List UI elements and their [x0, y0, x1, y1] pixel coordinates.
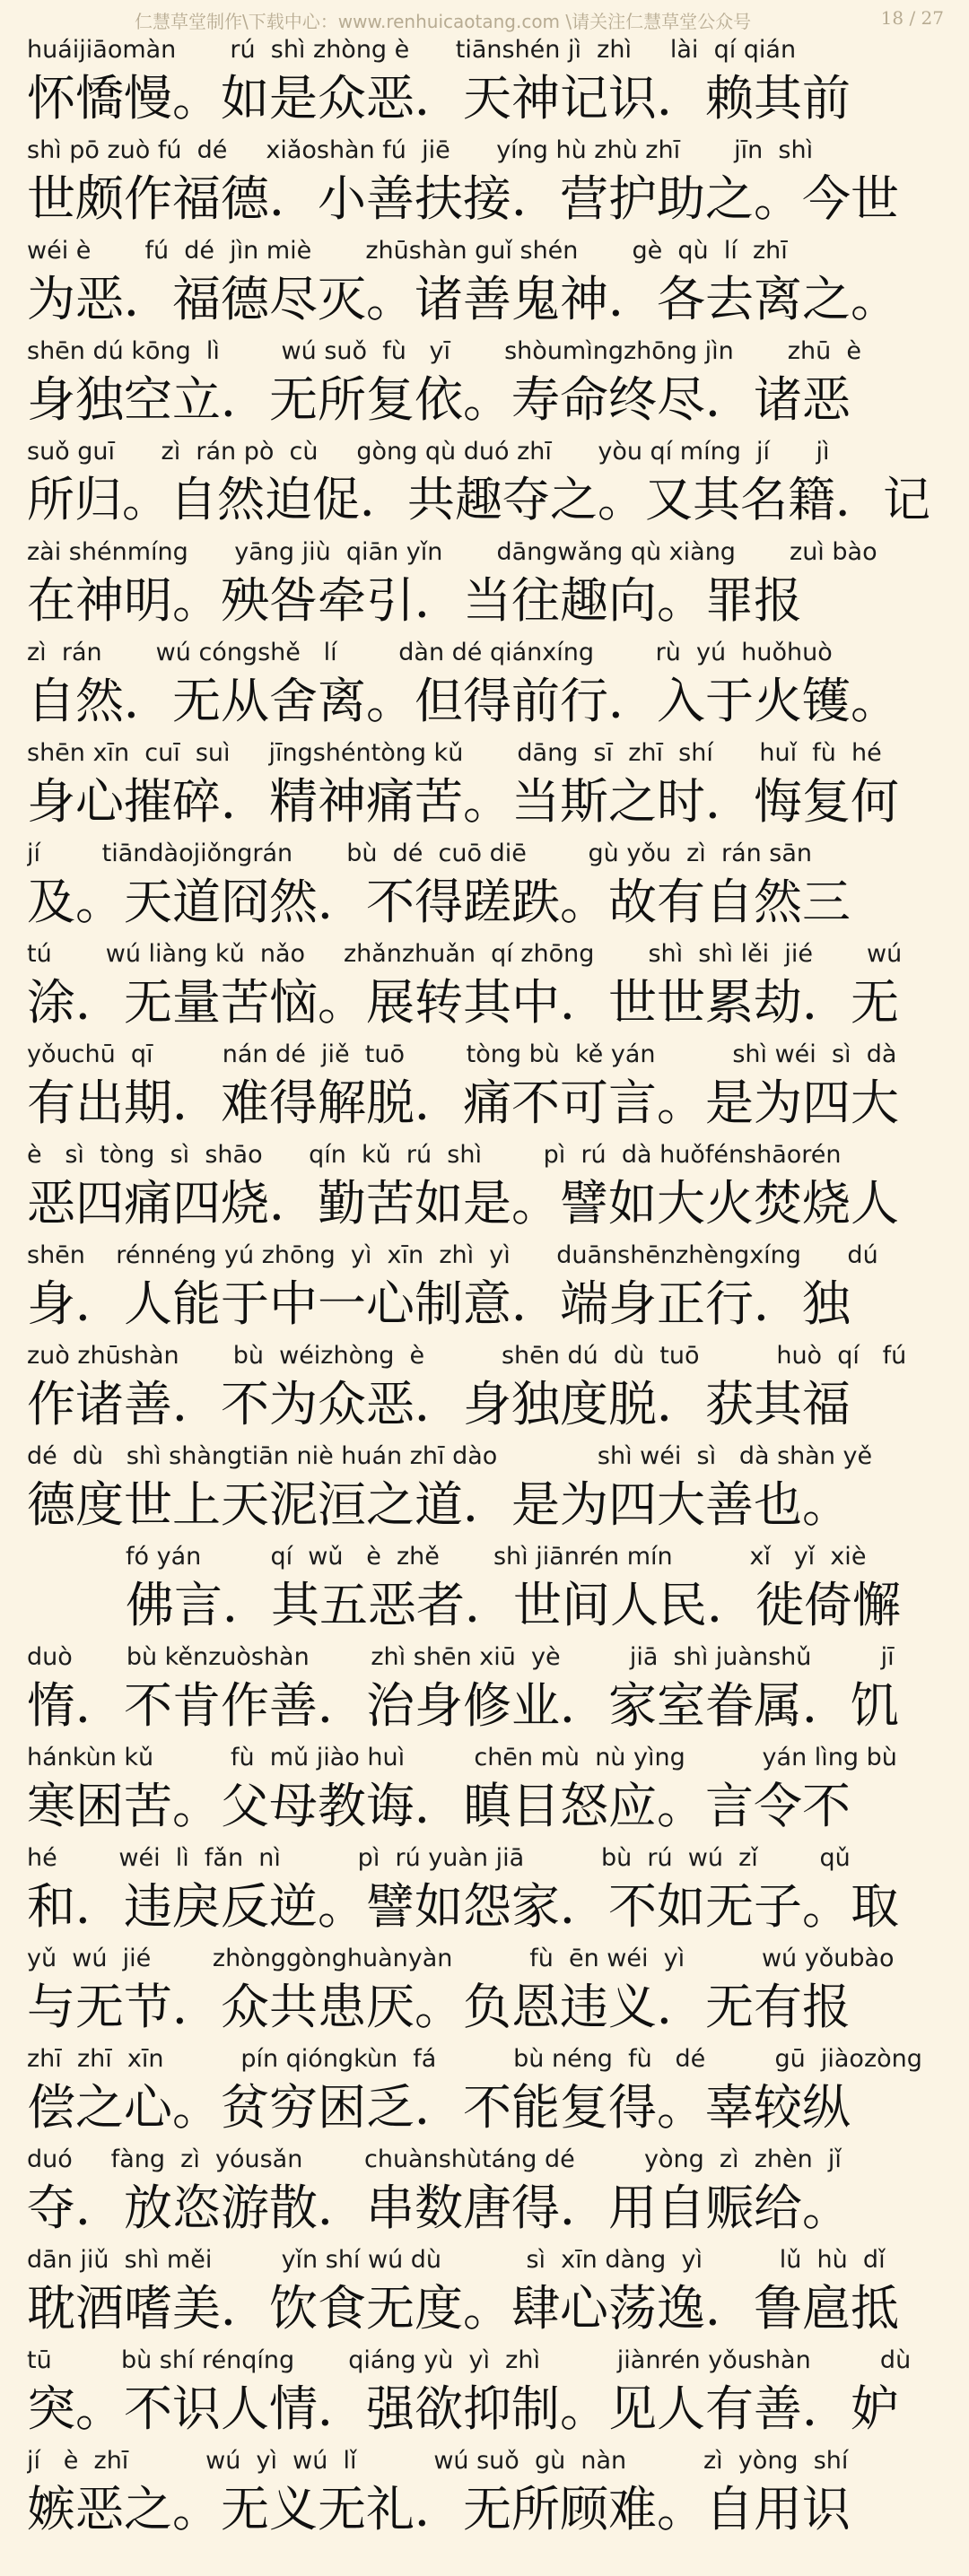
hanzi-text: 作诸善．不为众恶．身独度脱．获其福: [27, 1376, 851, 1432]
text-line: [27, 1241, 946, 1342]
text-line: [27, 1844, 946, 1945]
pinyin-annotation: shì pō zuò fú dé xiǎoshàn fú jiē yíng hù zhù zhī jīn shì: [27, 136, 814, 164]
text-line: [27, 237, 946, 337]
hanzi-text: 身．人能于中一心制意．端身正行．独: [27, 1275, 851, 1332]
pinyin-annotation: yǒuchū qī nán dé jiě tuō tòng bù kě yán shì wéi sì dà: [27, 1040, 897, 1068]
text-line: [27, 1442, 946, 1543]
pinyin-annotation: zài shénmíng yāng jiù qiān yǐn dāngwǎng qù xiàng zuì bào: [27, 538, 877, 566]
pinyin-annotation: hánkùn kǔ fù mǔ jiào huì chēn mù nù yìng yán lìng bù: [27, 1744, 897, 1771]
hanzi-text: 与无节．众共患厌。负恩违义．无有报: [27, 1979, 851, 2035]
text-line: [27, 1141, 946, 1241]
pinyin-annotation: wéi è fú dé jìn miè zhūshàn guǐ shén gè qù lí zhī: [27, 237, 788, 265]
pinyin-annotation: suǒ guī zì rán pò cù gòng qù duó zhī yòu qí míng jí jì: [27, 438, 830, 466]
text-line: [27, 438, 946, 538]
pinyin-annotation: zhī zhī xīn pín qióngkùn fá bù néng fù dé gū jiàozòng: [27, 2045, 922, 2073]
pinyin-annotation: shēn dú kōng lì wú suǒ fù yī shòumìngzhōng jìn zhū è: [27, 337, 861, 365]
text-line: [27, 2346, 946, 2447]
pinyin-annotation: dé dù shì shàngtiān niè huán zhī dào shì wéi sì dà shàn yě: [27, 1442, 873, 1470]
hanzi-text: 恶四痛四烧．勤苦如是。譬如大火焚烧人: [27, 1175, 899, 1231]
pinyin-annotation: tū bù shí rénqíng qiáng yù yì zhì jiànrén yǒushàn dù: [27, 2346, 912, 2374]
hanzi-text: 涂．无量苦恼。展转其中．世世累劫．无: [27, 974, 899, 1031]
text-line: [27, 1643, 946, 1744]
pinyin-annotation: yǔ wú jié zhònggònghuànyàn fù ēn wéi yì wú yǒubào: [27, 1945, 895, 1972]
pinyin-annotation: shēn rénnéng yú zhōng yì xīn zhì yì duānshēnzhèngxíng dú: [27, 1241, 878, 1269]
text-line: [27, 136, 946, 237]
hanzi-text: 有出期．难得解脱．痛不可言。是为四大: [27, 1075, 899, 1131]
pinyin-annotation: hé wéi lì fǎn nì pì rú yuàn jiā bù rú wú zǐ qǔ: [27, 1844, 851, 1872]
hanzi-text: 和．违戾反逆。譬如怨家．不如无子。取: [27, 1878, 899, 1935]
text-line: [27, 337, 946, 438]
hanzi-text: 寒困苦。父母教诲．瞋目怒应。言令不: [27, 1778, 851, 1834]
hanzi-text: 佛言．其五恶者．世间人民．徙倚懈: [126, 1577, 901, 1633]
text-line: [27, 739, 946, 840]
pinyin-annotation: fó yán qí wǔ è zhě shì jiānrén mín xǐ yǐ xiè: [126, 1543, 867, 1571]
text-line: [27, 1945, 946, 2045]
text-line: [27, 1040, 946, 1141]
hanzi-text: 突。不识人情．强欲抑制。见人有善．妒: [27, 2380, 899, 2437]
pinyin-annotation: dān jiǔ shì měi yǐn shí wú dù sì xīn dàng yì lǔ hù dǐ: [27, 2246, 886, 2274]
text-line: [27, 940, 946, 1040]
pinyin-annotation: duó fàng zì yóusǎn chuànshùtáng dé yòng zì zhèn jǐ: [27, 2145, 842, 2173]
hanzi-text: 及。天道冏然．不得蹉跌。故有自然三: [27, 874, 851, 930]
text-line: [27, 1543, 946, 1643]
text-line: [27, 36, 946, 136]
hanzi-text: 身心摧碎．精神痛苦。当斯之时．悔复何: [27, 773, 899, 830]
hanzi-text: 惰．不肯作善．治身修业．家室眷属．饥: [27, 1677, 899, 1734]
text-line: [27, 2145, 946, 2246]
header-source-text: 仁慧草堂制作\下载中心：www.renhuicaotang.com \请关注仁慧草堂公众号: [135, 11, 752, 32]
text-line: [27, 1744, 946, 1844]
pinyin-annotation: shēn xīn cuī suì jīngshéntòng kǔ dāng sī zhī shí huǐ fù hé: [27, 739, 882, 767]
pinyin-annotation: jí è zhī wú yì wú lǐ wú suǒ gù nàn zì yòng shí: [27, 2447, 849, 2475]
hanzi-text: 身独空立．无所复依。寿命终尽．诸恶: [27, 371, 851, 428]
hanzi-text: 所归。自然迫促．共趣夺之。又其名籍．记: [27, 473, 930, 527]
pinyin-annotation: è sì tòng sì shāo qín kǔ rú shì pì rú dà huǒfénshāorén: [27, 1141, 842, 1169]
hanzi-text: 嫉恶之。无义无礼．无所顾难。自用识: [27, 2481, 851, 2537]
page-number: 18 / 27: [880, 7, 944, 29]
text-line: [27, 2246, 946, 2346]
pinyin-annotation: zuò zhūshàn bù wéizhòng è shēn dú dù tuō huò qí fú: [27, 1342, 907, 1370]
text-line: [27, 639, 946, 739]
text-line: [27, 1342, 946, 1442]
hanzi-text: 偿之心。贫穷困乏．不能复得。辜较纵: [27, 2079, 851, 2136]
hanzi-text: 世颇作福德．小善扶接．营护助之。今世: [27, 170, 899, 227]
hanzi-text: 怀憍慢。如是众恶．天神记识．赖其前: [27, 70, 851, 126]
text-line: [27, 538, 946, 639]
pinyin-annotation: zì rán wú cóngshě lí dàn dé qiánxíng rù yú huǒhuò: [27, 639, 833, 666]
hanzi-text: 德度世上天泥洹之道．是为四大善也。: [27, 1476, 851, 1533]
hanzi-text: 为恶．福德尽灭。诸善鬼神．各去离之。: [27, 271, 899, 327]
pinyin-annotation: huáijiāomàn rú shì zhòng è tiānshén jì zhì lài qí qián: [27, 36, 797, 64]
hanzi-text: 自然．无从舍离。但得前行．入于火镬。: [27, 673, 899, 729]
pinyin-annotation: jí tiāndàojiǒngrán bù dé cuō diē gù yǒu zì rán sān: [27, 840, 813, 867]
text-line: [27, 2447, 946, 2547]
text-line: [27, 840, 946, 940]
hanzi-text: 耽酒嗜美．饮食无度。肆心荡逸．鲁扈抵: [27, 2280, 899, 2337]
pinyin-annotation: tú wú liàng kǔ nǎo zhǎnzhuǎn qí zhōng shì shì lěi jié wú: [27, 940, 903, 968]
pinyin-annotation: duò bù kěnzuòshàn zhì shēn xiū yè jiā shì juànshǔ jī: [27, 1643, 895, 1671]
text-line: [27, 2045, 946, 2145]
hanzi-text: 在神明。殃咎牵引．当往趣向。罪报: [27, 572, 802, 629]
hanzi-text: 夺．放恣游散．串数唐得．用自赈给。: [27, 2180, 851, 2236]
